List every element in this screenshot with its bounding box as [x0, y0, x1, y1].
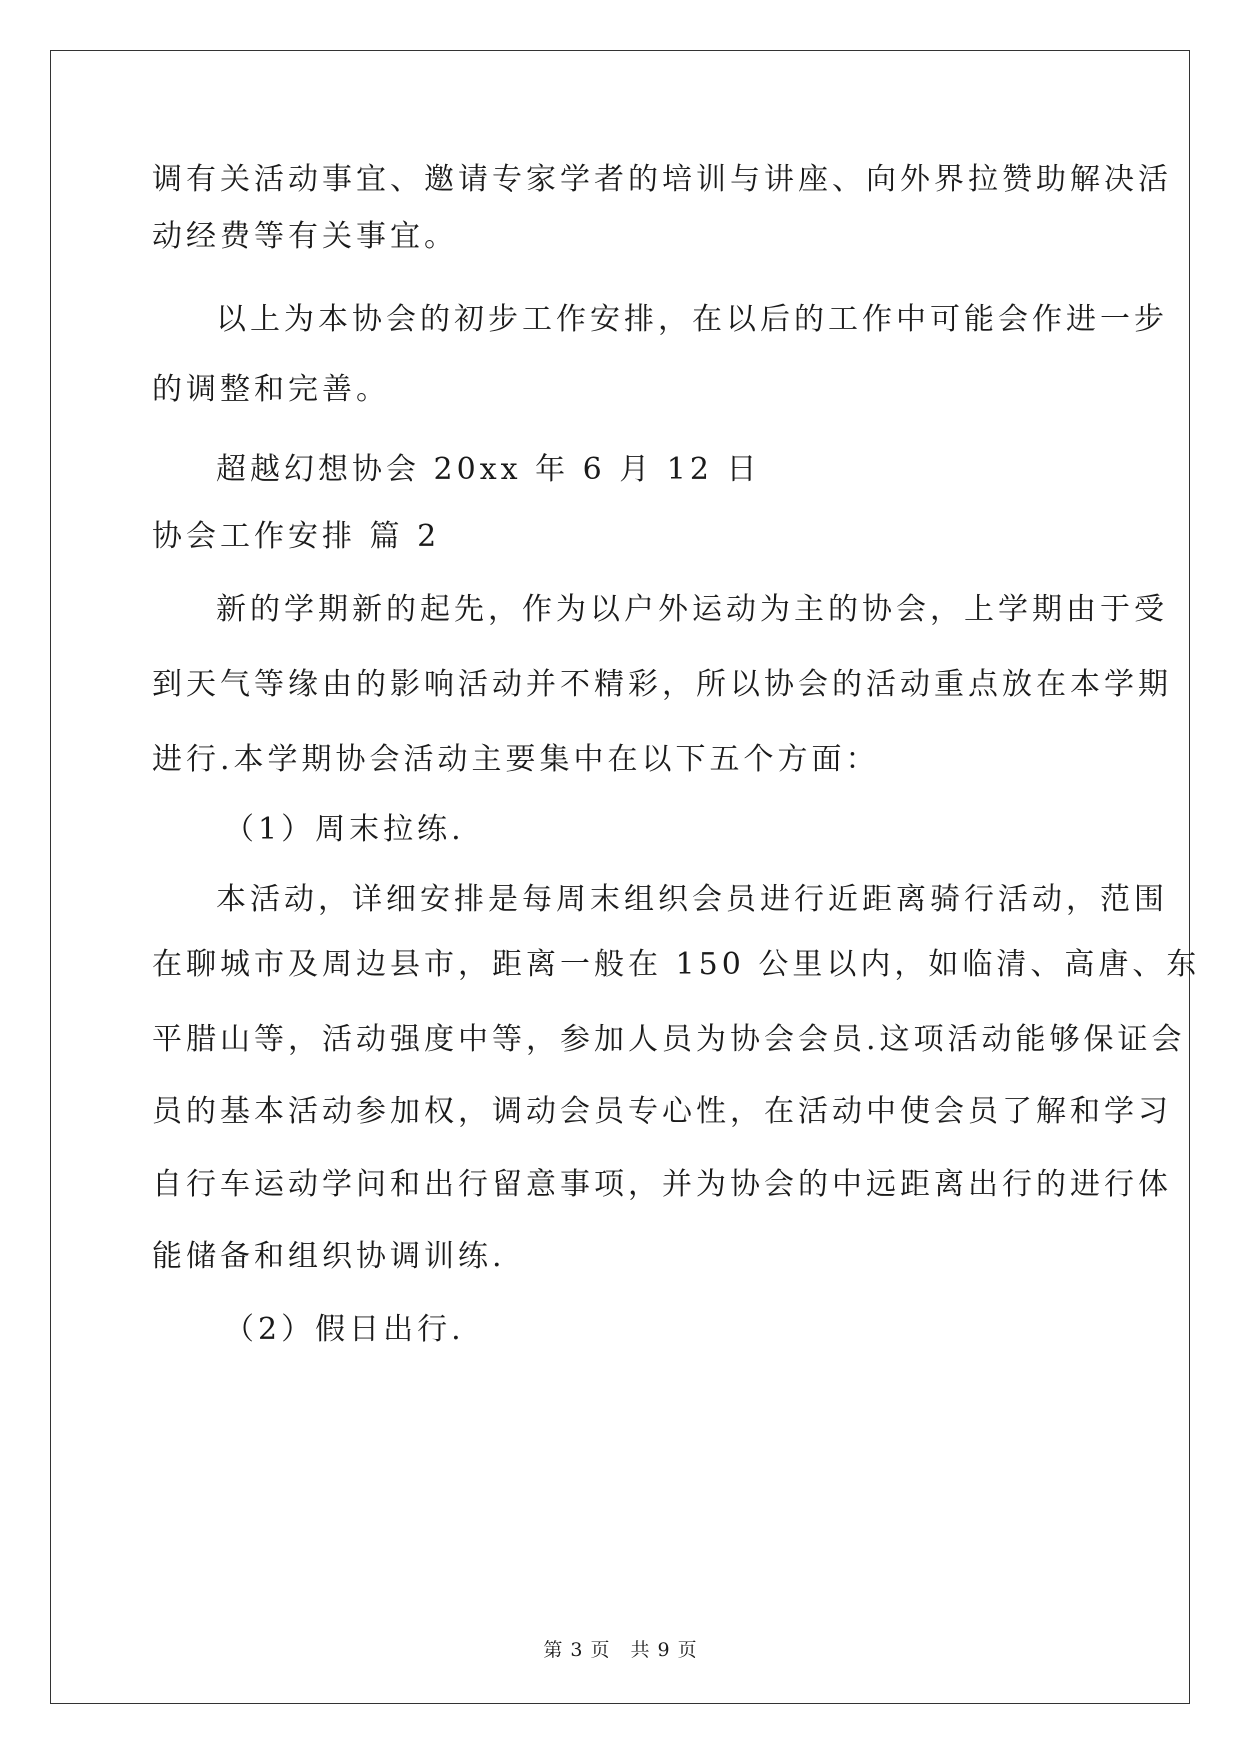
text-line: 的调整和完善。: [152, 372, 390, 407]
list-item-heading: （1）周末拉练.: [224, 812, 465, 847]
signature-date: 超越幻想协会 20xx 年 6 月 12 日: [216, 452, 761, 487]
list-item-heading: （2）假日出行.: [224, 1312, 465, 1347]
text-line: 员的基本活动参加权，调动会员专心性，在活动中使会员了解和学习: [152, 1094, 1172, 1129]
text-line: 调有关活动事宜、邀请专家学者的培训与讲座、向外界拉赞助解决活: [152, 162, 1172, 197]
paragraph-line: 本活动，详细安排是每周末组织会员进行近距离骑行活动，范围: [216, 882, 1168, 917]
text-line: 进行.本学期协会活动主要集中在以下五个方面：: [152, 742, 880, 777]
section-heading: 协会工作安排 篇 2: [152, 519, 441, 554]
page-frame: [50, 50, 1190, 1704]
text-line: 到天气等缘由的影响活动并不精彩，所以协会的活动重点放在本学期: [152, 667, 1172, 702]
paragraph-line: 以上为本协会的初步工作安排，在以后的工作中可能会作进一步: [216, 302, 1168, 337]
paragraph-line: 新的学期新的起先，作为以户外运动为主的协会，上学期由于受: [216, 592, 1168, 627]
page-number-footer: 第 3 页 共 9 页: [543, 1639, 698, 1661]
text-line: 自行车运动学问和出行留意事项，并为协会的中远距离出行的进行体: [152, 1167, 1172, 1202]
text-line: 在聊城市及周边县市，距离一般在 150 公里以内，如临清、高唐、东: [152, 947, 1201, 982]
text-line: 能储备和组织协调训练.: [152, 1239, 506, 1274]
text-line: 动经费等有关事宜。: [152, 219, 458, 254]
text-line: 平腊山等，活动强度中等，参加人员为协会会员.这项活动能够保证会: [152, 1022, 1186, 1057]
